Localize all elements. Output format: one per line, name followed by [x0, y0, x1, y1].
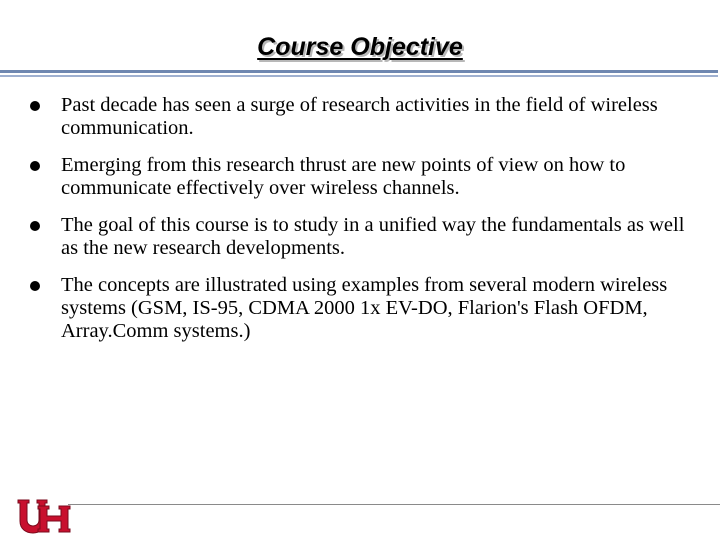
- slide-title-text: Course Objective: [257, 33, 463, 61]
- bullet-dot-icon: [30, 101, 40, 111]
- bullet-dot-icon: [30, 281, 40, 291]
- bullet-item: [30, 274, 690, 343]
- bullet-item: [30, 94, 690, 140]
- title-divider-secondary: [0, 75, 718, 77]
- bullet-text: Past decade has seen a surge of research activities in the field of wireless communication.: [61, 94, 658, 139]
- bullet-item: [30, 154, 690, 200]
- bullet-text: The goal of this course is to study in a unified way the fundamentals as well as the new research developments.: [61, 214, 685, 259]
- bullet-list: [30, 94, 690, 357]
- footer-divider: [68, 504, 720, 505]
- bullet-text: Emerging from this research thrust are new points of view on how to communicate effectively over wireless channels.: [61, 154, 626, 199]
- bullet-dot-icon: [30, 161, 40, 171]
- bullet-text: The concepts are illustrated using examples from several modern wireless systems (GSM, IS-95, CDMA 2000 1x EV-DO, Flarion's Flash OFDM, Array.Comm systems.): [61, 274, 668, 342]
- uh-logo-icon: [16, 497, 74, 535]
- title-divider: [0, 70, 718, 73]
- bullet-dot-icon: [30, 221, 40, 231]
- bullet-item: [30, 214, 690, 260]
- slide-title: [0, 33, 720, 62]
